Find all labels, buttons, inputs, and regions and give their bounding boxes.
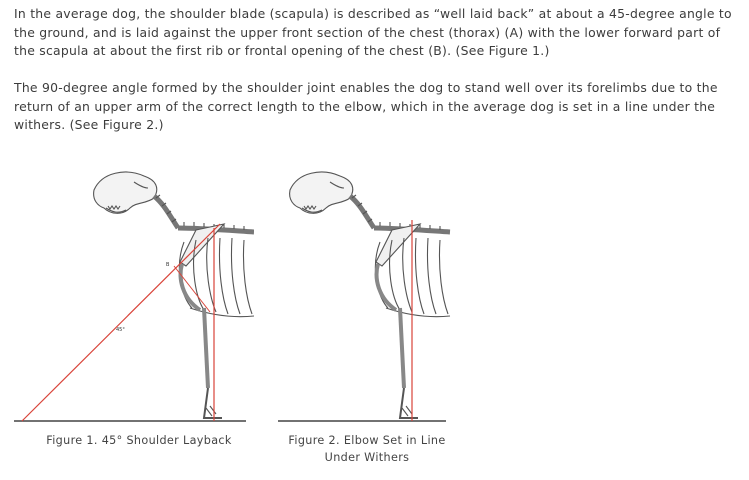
dog-skeleton-illustration-1: [14, 158, 254, 428]
figure-1-shoulder-layback: [14, 158, 254, 428]
paragraph-shoulder-angle: The 90-degree angle formed by the shoulder joint enables the dog to stand well over its forelimbs due to the return of an upper arm of the correct length to the elbow, which in the average dog is set in a line under the withers. (See Figure 2.): [14, 80, 718, 132]
figure-2-caption-line-2: Under Withers: [324, 451, 410, 464]
paragraph-shoulder-layback: In the average dog, the shoulder blade (scapula) is described as “well laid back” at about a 45-degree angle to the ground, and is laid against the upper front section of the chest (thorax) (A) with the lower forward part of the scapula at about the first rib or frontal opening of the chest (B). (See Figure 1.): [14, 6, 732, 58]
figure-2-caption: [272, 432, 462, 466]
figure-2-elbow-withers: [278, 158, 468, 428]
angle-label: 45°: [116, 327, 125, 333]
point-label-b: B: [166, 262, 170, 268]
dog-skeleton-illustration-2: [278, 158, 468, 428]
figure-1-caption: Figure 1. 45° Shoulder Layback: [46, 434, 232, 447]
figure-2-caption-line-1: Figure 2. Elbow Set in Line: [288, 434, 446, 447]
